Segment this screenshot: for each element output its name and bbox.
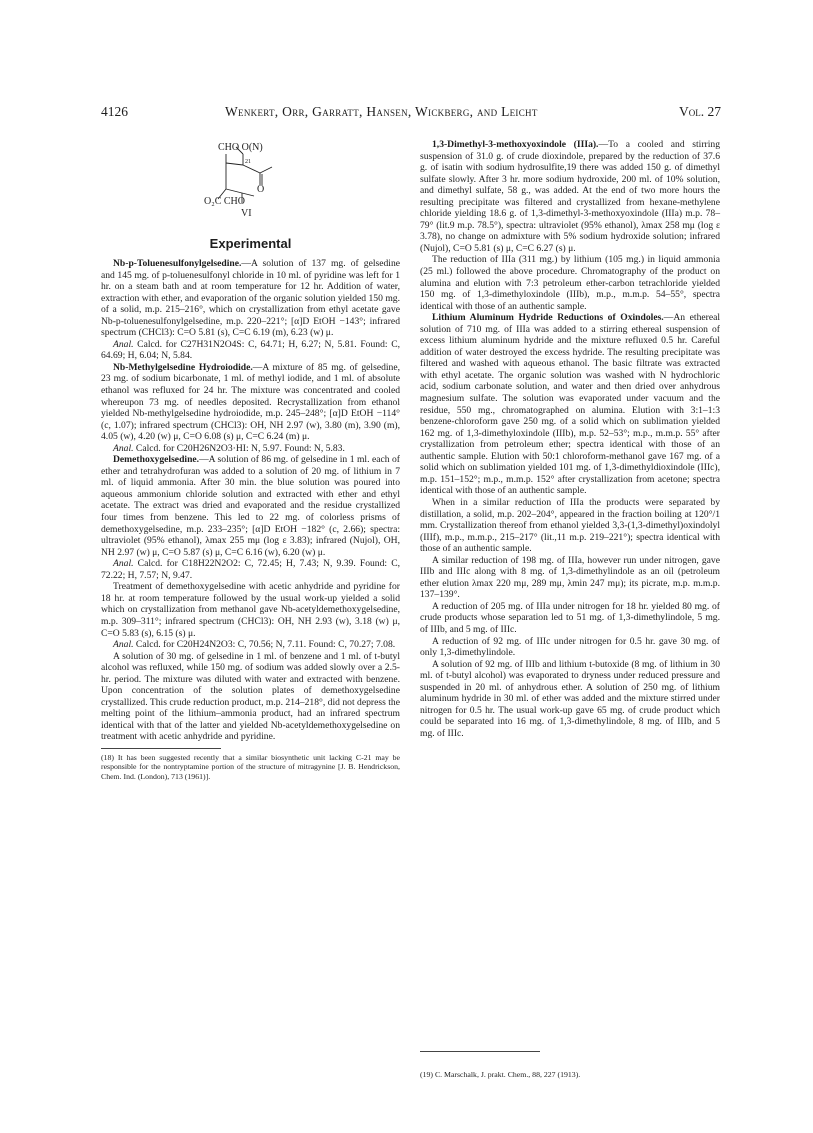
paragraph-title: Demethoxygelsedine. [113, 454, 200, 466]
right-column [420, 139, 720, 739]
analysis-line [101, 639, 400, 651]
section-heading-experimental: Experimental [209, 236, 292, 251]
analysis-values: Calcd. for C18H22N2O2: C, 72.45; H, 7.43; N, 9.39. Found: C, 72.22; H, 7.57; N, 9.47. [101, 558, 400, 581]
paragraph-sodium-reduction: A solution of 30 mg. of gelsedine in 1 ml. of benzene and 1 ml. of t-butyl alcohol was refluxed, while 150 mg. of sodium was added slowly over a 2.5-hr. period. The mixture was diluted with water and extracted with benzene. Upon concentration of the solution plates of demethoxygelsedine crystallized. This crude reduction product, m.p. 214–218°, did not depress the melting point of the lithium–ammonia product, had an infrared spectrum identical with that of the latter and yielded Nb-acetyldemethoxygelsedine on treatment with acetic anhydride and pyridine. [101, 650, 400, 743]
running-head [101, 104, 721, 120]
volume-number: Vol. 27 [679, 104, 721, 119]
paragraph-demethoxygelsedine [101, 454, 400, 558]
chemical-structure-vi [204, 141, 304, 223]
structure-c21-label: 21 [245, 159, 251, 165]
paragraph-title: Lithium Aluminum Hydride Reductions of Oxindoles. [432, 312, 664, 324]
paragraph-acetylation: Treatment of demethoxygelsedine with acetic anhydride and pyridine for 18 hr. at room temperature followed by the usual work-up yielded a solid which on crystallization from methanol gave Nb-acetyldemethoxygelsedine, m.p. 309–311°; infrared spectrum (CHCl3): OH, NH 2.93 (w), 3.18 (w) μ, C=O 5.83 (s), 6.15 (s) μ. [101, 581, 400, 639]
paragraph-distillation: When in a similar reduction of IIIa the products were separated by distillation, a solid, m.p. 202–204°, appeared in the fraction boiling at 120°/1 mm. Crystallization thereof from ethanol yielded 3,3-(1,3-dimethyl)oxindolyl (IIIf), m.p., m.m.p., 215–217° (lit.,11 m.p. 219–221°); spectra identical with those of an authentic sample. [420, 496, 720, 555]
analysis-values: Calcd. for C20H24N2O3: C, 70.56; N, 7.11. Found: C, 70.27; 7.08. [133, 639, 396, 651]
analysis-values: Calcd. for C27H31N2O4S: C, 64.71; H, 6.27; N, 5.81. Found: C, 64.69; H, 6.04; N, 5.84. [101, 338, 400, 362]
paragraph-body: —A solution of 137 mg. of gelsedine and 145 mg. of p-toluenesulfonyl chloride in 10 ml. of pyridine was left for 1 hr. on a steam bath and at room temperature for 12 hr. Addition of water, extraction with ether, and evaporation of the organic solution yielded 150 mg. of a solid, m.p. 215–216°, which on crystallization from ethyl acetate gave Nb-p-toluenesulfonylgelsedine, m.p. 220–221°; [α]D EtOH −143°; infrared spectrum (CHCl3): C=O 5.81 (s), C=C 6.19 (m), 6.23 (w) μ. [101, 258, 400, 339]
paragraph-lithium-reduction: The reduction of IIIa (311 mg.) by lithium (105 mg.) in liquid ammonia (25 ml.) followed the above procedure. Chromatography of the product on alumina and elution with 7:3 petroleum ether-carbon tetrachloride yielded 150 mg. of 1,3-dimethyloxindole (IIIb), m.p., m.m.p. 54–55°, spectra identical with those of an authentic sample. [420, 254, 720, 312]
structure-bonds [214, 141, 304, 223]
paragraph-body: —A mixture of 85 mg. of gelsedine, 23 mg. of sodium bicarbonate, 1 ml. of methyl iodide, and 1 ml. of absolute ethanol was refluxed for 24 hr. The mixture was concentrated and cooled whereupon 73 mg. of needles deposited. Recrystallization from ethanol yielded Nb-methylgelsedine hydroiodide, m.p. 245–248°; [α]D EtOH −114° (c, 1.07); infrared spectrum (CHCl3): OH, NH 2.97 (w), 3.80 (m), 3.90 (m), 4.05 (w), 4.20 (w) μ, C=O 6.08 (s) μ, C=C 6.24 (m) μ. [101, 361, 400, 443]
left-column [101, 258, 400, 781]
paragraph-body: —To a cooled and stirring suspension of 31.0 g. of crude dioxindole, prepared by the reduction of 37.6 g. of isatin with sodium hydrosulfite,19 there was added 150 g. of dimethyl sulfate slowly. After 3 hr. more sodium hydroxide, 200 ml. of 10% solution, and dimethyl sulfate, 58 g., was added. At the end of two more hours the resulting precipitate was filtered and crystallized from hexane-methylene chloride yielding 18.6 g. of 1,3-dimethyl-3-methoxyoxindole (IIIa) m.p. 78–79° (lit.9 m.p. 78.5°), spectra: ultraviolet (95% ethanol), λmax 258 mμ (log ε 3.78), no change on admixture with 5% sodium hydroxide solution; infrared (Nujol), C=O 5.81 (s) μ, C=C 6.27 (s) μ. [420, 139, 721, 254]
analysis-line [101, 443, 400, 455]
analysis-label: Anal. [113, 338, 134, 350]
structure-o-label: O [257, 184, 265, 195]
footnote-18: (18) It has been suggested recently that a similar biosynthetic unit lacking C-21 may be responsible for the nontryptamine portion of the structure of mitragynine [J. B. Hendrickson, Chem. Ind. (London), 713 (1961)]. [101, 752, 400, 781]
footnote-19: (19) C. Marschalk, J. prakt. Chem., 88, 227 (1913). [420, 1069, 581, 1079]
analysis-line [101, 339, 400, 362]
footnote-rule [101, 748, 221, 749]
paragraph-body: —An ethereal solution of 710 mg. of IIIa was added to a stirring ethereal suspension of excess lithium aluminum hydride and the mixture refluxed 0.5 hr. Careful addition of water destroyed the excess hydride. The resulting precipitate was filtered and washed with aqueous ethanol. The basic filtrate was extracted with ethyl acetate. The organic solution was washed with N hydrochloric acid, sodium carbonate solution, and water and then dried over anhydrous magnesium sulfate. The solution was evaporated under vacuum and the residue, 550 mg., chromatographed on alumina. Elution with 3:1–1:3 benzene-chloroform gave 250 mg. of a solid which on sublimation yielded 162 mg. of 1,3-dimethyloxindole (IIIb), m.p. 52–53°; m.p., m.m.p. 55° after crystallization from petroleum ether; spectra identical with those of an authentic sample. Elution with 50:1 chloroform-methanol gave 167 mg. of a solid which on sublimation yielded 101 mg. of 1,3-dimethyldioxindole (IIIc), m.p. 151–152°; m.p., m.m.p. 152° after crystallization from acetone; spectra identical with those of an authentic sample. [420, 312, 720, 497]
paragraph-body: —A solution of 86 mg. of gelsedine in 1 ml. each of ether and tetrahydrofuran was added to a solution of 20 mg. of lithium in 7 ml. of liquid ammonia. After 30 min. the blue solution was poured into aqueous ammonium chloride solution and extracted with ether and ethyl acetate. The extract was dried and evaporated and the residue crystallized four times from benzene. This led to 22 mg. of colorless prisms of demethoxygelsedine, m.p. 233–235°; [α]D EtOH −182° (c, 2.66); spectra: ultraviolet (95% ethanol), λmax 255 mμ (log ε 3.83); infrared (Nujol), OH, NH 2.97 (w) μ, C=O 5.87 (s) μ, C=C 6.16 (w), 6.20 (w) μ. [101, 454, 400, 558]
structure-bottom-labels: O₂C CHO [204, 196, 245, 207]
paragraph-title: 1,3-Dimethyl-3-methoxyoxindole (IIIa). [432, 139, 599, 150]
paragraph-dimethylmethoxyoxindole [420, 139, 720, 254]
paragraph-methylgelsedine-hydroiodide [101, 362, 400, 443]
paragraph-toluenesulfonylgelsedine [101, 258, 400, 339]
structure-top-labels: CHO O(N) [218, 142, 263, 153]
paragraph-butoxide-reduction: A solution of 92 mg. of IIIb and lithium t-butoxide (8 mg. of lithium in 30 ml. of t-butyl alcohol) was evaporated to dryness under reduced pressure and suspended in 20 ml. of anhydrous ether. A solution of 250 mg. of lithium aluminum hydride in 30 ml. of ether was added and the mixture stirred under nitrogen for 0.5 hr. The usual work-up gave 65 mg. of crude product which could be separated into 16 mg. of 1,3-dimethylindole, 8 mg. of IIIb, and 5 mg. of IIIc. [420, 658, 720, 739]
structure-numeral: VI [241, 208, 252, 219]
paragraph-18hr-reduction: A reduction of 205 mg. of IIIa under nitrogen for 18 hr. yielded 80 mg. of crude products whose separation led to 51 mg. of 1,3-dimethylindole, 5 mg. of IIIb, and 5 mg. of IIIc. [420, 600, 720, 635]
paragraph-title: Nb-p-Toluenesulfonylgelsedine. [113, 258, 242, 269]
running-head-authors: Wenkert, Orr, Garratt, Hansen, Wickberg, and Leicht [225, 104, 538, 119]
analysis-line [101, 558, 400, 581]
footnote-rule-right [420, 1051, 540, 1052]
paragraph-title: Nb-Methylgelsedine Hydroiodide. [113, 361, 253, 373]
analysis-label: Anal. [113, 558, 134, 570]
analysis-label: Anal. [113, 442, 134, 454]
analysis-label: Anal. [113, 639, 134, 651]
paragraph-nitrogen-reduction: A similar reduction of 198 mg. of IIIa, however run under nitrogen, gave IIIb and IIIc along with 8 mg. of 1,3-dimethylindole as an oil (petroleum ether elution λmax 220 mμ, 289 mμ, λmin 247 mμ); its picrate, m.p. m.m.p. 137–139°. [420, 554, 720, 601]
paragraph-lah-reductions [420, 312, 720, 497]
page-number: 4126 [101, 104, 128, 119]
paragraph-iiic-reduction: A reduction of 92 mg. of IIIc under nitrogen for 0.5 hr. gave 30 mg. of only 1,3-dimethylindole. [420, 635, 720, 659]
analysis-values: Calcd. for C20H26N2O3·HI: N, 5.97. Found: N, 5.83. [133, 442, 345, 454]
